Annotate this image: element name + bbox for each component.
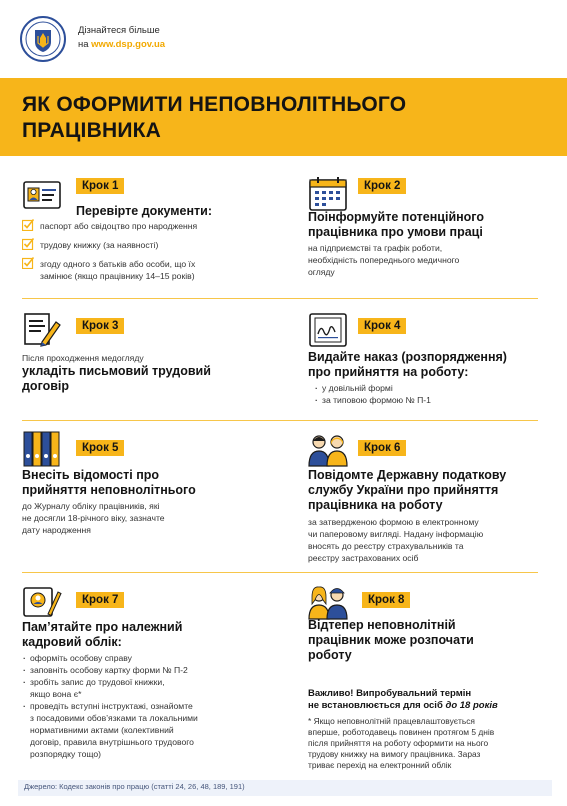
checkbox-icon	[22, 257, 34, 269]
step-1-checklist	[22, 220, 267, 282]
step-5-badge: Крок 5	[76, 440, 124, 456]
state-service-emblem-icon	[20, 16, 66, 62]
id-card-icon	[22, 176, 62, 212]
page-title-line1: ЯК ОФОРМИТИ НЕПОВНОЛІТНЬОГО	[22, 93, 407, 116]
section-divider	[22, 298, 538, 299]
step-8-title: Відтепер неповнолітній працівник може розпочати роботу	[308, 618, 474, 662]
step-3-title: укладіть письмовий трудовий договір	[22, 364, 211, 393]
step-2-description: на підприємстві та графік роботи, необхідність попереднього медичного огляду	[308, 243, 460, 277]
step-1-badge: Крок 1	[76, 178, 124, 194]
step-5-title: Внесіть відомості про прийняття неповнолітнього	[22, 468, 196, 497]
signed-order-icon	[308, 312, 348, 348]
checklist-item: згоду одного з батьків або особи, що їх замінює (якщо працівнику 14–15 років)	[22, 258, 267, 282]
checkbox-icon	[22, 238, 34, 250]
checkbox-icon	[22, 219, 34, 231]
step-6-title: Повідомте Державну податкову службу України про прийняття працівника на роботу	[308, 468, 507, 512]
step-4-title: Видайте наказ (розпорядження) про прийняття на роботу:	[308, 350, 507, 379]
source-text: Джерело: Кодекс законів про працю (статті 24, 26, 48, 189, 191)	[24, 782, 245, 791]
step-7-list	[22, 652, 267, 760]
list-item: · проведіть вступні інструктажі, ознайомте з посадовими обов’язками та локальними нормативними актами (колективний договір, правила внутрішнього трудового розпорядку тощо)	[22, 700, 267, 760]
step-3-description: Після проходження медогляду	[22, 353, 144, 363]
step-2-title: Поінформуйте потенційного працівника про умови праці	[308, 210, 484, 239]
step-4-list	[314, 382, 544, 406]
url-prefix: на	[78, 39, 92, 50]
step-6-badge: Крок 6	[358, 440, 406, 456]
binders-icon	[22, 430, 62, 470]
step-2-badge: Крок 2	[358, 178, 406, 194]
step-8-badge: Крок 8	[362, 592, 410, 608]
young-workers-icon	[308, 584, 348, 620]
step-4-badge: Крок 4	[358, 318, 406, 334]
calendar-icon	[308, 176, 348, 212]
step-7-badge: Крок 7	[76, 592, 124, 608]
list-item: · оформіть особову справу	[22, 652, 267, 664]
section-divider	[22, 420, 538, 421]
website-link[interactable]: www.dsp.gov.ua	[91, 39, 166, 50]
list-item: · заповніть особову картку форми № П-2	[22, 664, 267, 676]
source-footer	[18, 780, 552, 796]
header-text	[78, 24, 165, 52]
important-note: Важливо! Випробувальний термін не встановлюється для осіб до 18 років	[308, 688, 498, 711]
checklist-item: трудову книжку (за наявності)	[22, 239, 267, 251]
document-pen-icon	[22, 312, 62, 348]
title-banner	[0, 78, 567, 156]
list-item: · за типовою формою № П-1	[314, 394, 544, 406]
header	[20, 16, 320, 66]
step-6-description: за затвердженою формою в електронному чи паперовому вигляді. Надану інформацію вносять до реєстру страхувальників та реєстру застрахованих осіб	[308, 517, 484, 563]
footnote: * Якщо неповнолітній працевлаштовується вперше, роботодавець повинен протягом 5 днів після прийняття на роботу оформити на нього трудову книжку на вимогу працівника. Зараз триває перехід на електронний облік	[308, 716, 495, 770]
step-5-description: до Журналу обліку працівників, які не досягли 18-річного віку, зазначте дату народження	[22, 501, 165, 535]
personnel-record-icon	[22, 584, 62, 620]
list-item: · у довільній формі	[314, 382, 544, 394]
page-title-line2: ПРАЦІВНИКА	[22, 119, 162, 142]
learn-more-label: Дізнайтеся більше	[78, 25, 160, 36]
step-3-badge: Крок 3	[76, 318, 124, 334]
step-1-title: Перевірте документи:	[76, 204, 213, 218]
page-title	[22, 92, 542, 144]
tax-officers-icon	[308, 432, 348, 468]
list-item: · зробіть запис до трудової книжки, якщо вона є*	[22, 676, 267, 700]
step-7-title: Пам’ятайте про належний кадровий облік:	[22, 620, 183, 649]
checklist-item: паспорт або свідоцтво про народження	[22, 220, 267, 232]
section-divider	[22, 572, 538, 573]
